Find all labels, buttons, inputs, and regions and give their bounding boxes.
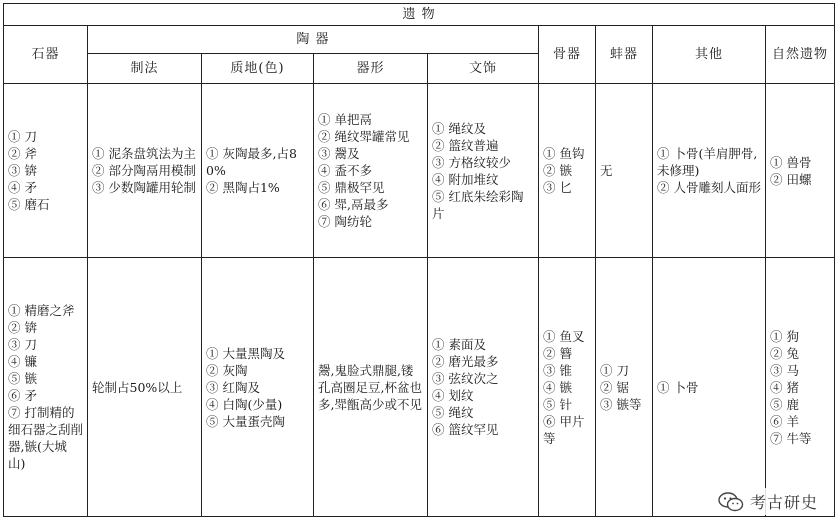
list-item: ⑥ 斝,鬲最多: [318, 197, 389, 213]
list-item: ④ 盉不多: [318, 163, 372, 179]
list-item: ⑤ 大量蛋壳陶: [206, 413, 285, 429]
list-item: ② 锛: [8, 320, 37, 336]
list-item: ① 刀: [600, 362, 629, 378]
list-item: ④ 划纹: [432, 388, 474, 404]
cell-bone: [539, 84, 596, 258]
watermark: [714, 488, 822, 515]
list-item: ③ 锛: [8, 163, 37, 179]
list-item: ② 篮纹普遍: [432, 137, 499, 153]
table-row: [4, 258, 835, 517]
cell-other: [653, 258, 766, 517]
list-item: ① 大量黑陶及: [206, 345, 285, 361]
list-item: ① 泥条盘筑法为主: [92, 146, 196, 162]
cell-decoration: [428, 258, 539, 517]
list-item: ⑥ 篮纹罕见: [432, 422, 499, 438]
cell-shell: [596, 84, 653, 258]
wechat-icon: [718, 492, 744, 512]
watermark-text: 考古研史: [749, 493, 818, 512]
header-bone-tools: 骨器: [539, 26, 596, 84]
list-item: ⑥ 羊: [770, 413, 799, 429]
list-item: ③ 刀: [8, 337, 37, 353]
list-item: ② 镞: [543, 163, 572, 179]
list-item: ② 斧: [8, 146, 37, 162]
list-item: ④ 镰: [8, 354, 37, 370]
list-item: ⑤ 鹿: [770, 396, 799, 412]
list-item: ② 绳纹斝罐常见: [318, 129, 410, 145]
list-item: ④ 猪: [770, 379, 799, 395]
list-item: ③ 镞等: [600, 396, 642, 412]
relics-table: [3, 3, 835, 517]
list-item: ⑦ 牛等: [770, 430, 812, 446]
list-item: ① 狗: [770, 328, 799, 344]
list-item: ③ 红陶及: [206, 379, 260, 395]
cell-decoration: [428, 84, 539, 258]
list-item: ① 刀: [8, 129, 37, 145]
header-relics: 遗 物: [4, 4, 835, 26]
list-item: ① 单把鬲: [318, 112, 372, 128]
header-pottery: 陶 器: [88, 26, 539, 54]
list-item: ③ 少数陶罐用轮制: [92, 180, 196, 196]
cell-other: [653, 84, 766, 258]
list-item: ④ 镞: [543, 379, 572, 395]
list-item: ⑤ 镞: [8, 371, 37, 387]
list-item: 鬶,鬼脸式鼎腿,镂孔高圈足豆,杯盆也多,斝甑高少或不见: [318, 362, 422, 412]
list-item: ② 部分陶鬲用模制: [92, 163, 196, 179]
list-item: ④ 附加堆纹: [432, 171, 499, 187]
list-item: ① 卜骨: [657, 379, 699, 395]
list-item: ① 鱼叉: [543, 328, 585, 344]
header-method: 制法: [88, 54, 202, 84]
list-item: ① 鱼钩: [543, 146, 585, 162]
list-item: ⑦ 打制精的细石器之刮削器,镞(大城山): [8, 405, 84, 472]
header-decoration: 文饰: [428, 54, 539, 84]
list-item: ② 田螺: [770, 171, 812, 187]
cell-material: [202, 84, 314, 258]
list-item: ② 人骨雕刻人面形: [657, 180, 761, 196]
cell-bone: [539, 258, 596, 517]
list-item: ② 黑陶占1%: [206, 180, 280, 196]
cell-shell: [596, 258, 653, 517]
cell-stone: [4, 258, 88, 517]
list-item: ① 绳纹及: [432, 120, 486, 136]
cell-method: [88, 84, 202, 258]
list-item: ⑤ 磨石: [8, 197, 50, 213]
cell-natural: [766, 258, 835, 517]
list-item: ⑤ 鼎极罕见: [318, 180, 385, 196]
cell-shape: [314, 258, 428, 517]
list-item: ① 卜骨(羊肩胛骨,未修理): [657, 146, 758, 179]
list-item: ② 磨光最多: [432, 354, 499, 370]
header-stone-tools: 石器: [4, 26, 88, 84]
cell-shape: [314, 84, 428, 258]
list-item: ① 兽骨: [770, 154, 812, 170]
list-item: ③ 方格纹较少: [432, 154, 511, 170]
list-item: ③ 锥: [543, 362, 572, 378]
cell-method: [88, 258, 202, 517]
list-item: ② 锯: [600, 379, 629, 395]
list-item: ① 精磨之斧: [8, 303, 75, 319]
header-shape: 器形: [314, 54, 428, 84]
header-shell-tools: 蚌器: [596, 26, 653, 84]
list-item: 轮制占50%以上: [92, 379, 183, 395]
list-item: ③ 匕: [543, 180, 572, 196]
list-item: ② 簪: [543, 345, 572, 361]
header-other: 其他: [653, 26, 766, 84]
cell-material: [202, 258, 314, 517]
list-item: ⑤ 针: [543, 396, 572, 412]
list-item: ⑤ 红底朱绘彩陶片: [432, 188, 524, 221]
list-item: ① 素面及: [432, 337, 486, 353]
list-item: ③ 马: [770, 362, 799, 378]
list-item: ① 灰陶最多,占80%: [206, 146, 297, 179]
cell-stone: [4, 84, 88, 258]
table-row: [4, 84, 835, 258]
cell-natural: [766, 84, 835, 258]
list-item: ④ 矛: [8, 180, 37, 196]
list-item: ④ 白陶(少量): [206, 396, 283, 412]
list-item: ② 灰陶: [206, 362, 248, 378]
list-item: ② 兔: [770, 345, 799, 361]
header-material: 质地(色): [202, 54, 314, 84]
list-item: 无: [600, 163, 613, 179]
list-item: ③ 鬶及: [318, 146, 360, 162]
header-natural-remains: 自然遗物: [766, 26, 835, 84]
list-item: ⑥ 甲片等: [543, 413, 585, 446]
list-item: ③ 弦纹次之: [432, 371, 499, 387]
list-item: ⑥ 矛: [8, 388, 37, 404]
list-item: ⑦ 陶纺轮: [318, 214, 372, 230]
list-item: ⑤ 绳纹: [432, 405, 474, 421]
